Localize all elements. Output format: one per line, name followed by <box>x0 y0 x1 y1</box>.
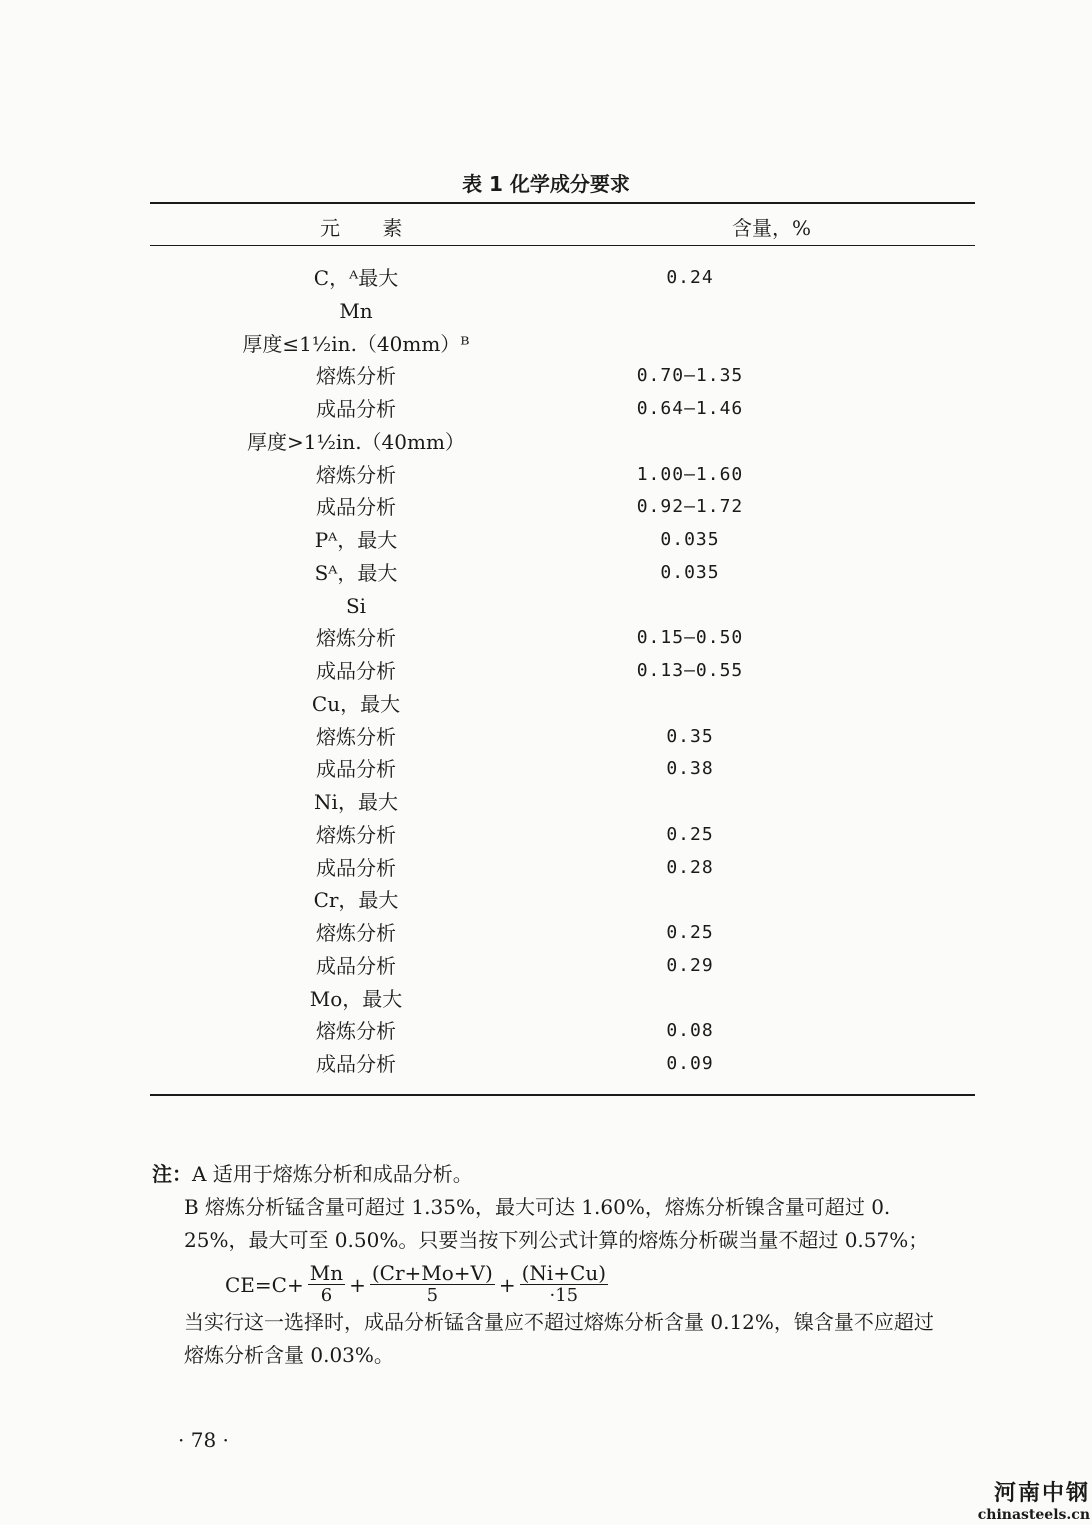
table-row <box>150 753 975 786</box>
table-row <box>150 983 975 1016</box>
element-cell: 成品分析 <box>316 757 396 782</box>
table-notes-continued <box>152 1306 982 1372</box>
watermark-logo <box>978 1476 1090 1523</box>
content-cell: 0.25 <box>666 922 714 943</box>
table-row <box>150 950 975 983</box>
table-row <box>150 295 975 328</box>
table-row <box>150 328 975 361</box>
content-cell: 0.92—1.72 <box>636 496 744 518</box>
content-cell: 0.035 <box>660 529 720 550</box>
element-cell: 熔炼分析 <box>316 724 396 749</box>
fraction-cr-mo-v: $\frac{(Cr+Mo+V)}{5}$ <box>371 1261 493 1306</box>
element-cell: Pᴬ，最大 <box>314 528 398 552</box>
element-cell: 熔炼分析 <box>316 626 396 651</box>
element-cell: 成品分析 <box>316 495 396 520</box>
content-cell: 0.035 <box>660 561 720 583</box>
note-b-line4: 熔炼分析含量 0.03%。 <box>184 1343 394 1367</box>
element-cell: 厚度≤1½in.（40mm）ᴮ <box>242 331 470 356</box>
content-cell: 0.08 <box>666 1020 714 1042</box>
table-row <box>150 491 975 524</box>
fraction-mn: $\frac{Mn}{6}$ <box>309 1261 344 1306</box>
element-cell: 成品分析 <box>316 659 396 683</box>
element-cell: 熔炼分析 <box>316 921 396 945</box>
table-notes <box>152 1158 982 1257</box>
content-cell: 0.24 <box>666 267 714 288</box>
element-cell: Mn <box>339 298 373 323</box>
table-row <box>150 917 975 950</box>
table-row <box>150 426 975 459</box>
content-cell: 0.15—0.50 <box>636 627 744 649</box>
content-cell: 0.38 <box>666 758 714 780</box>
table-row <box>150 1048 975 1081</box>
table-row <box>150 884 975 917</box>
element-cell: 熔炼分析 <box>316 822 396 847</box>
element-cell: 成品分析 <box>316 1052 396 1076</box>
table-row <box>150 590 975 623</box>
note-label: 注： <box>152 1162 192 1186</box>
table-row <box>150 262 975 295</box>
note-b-line1: B 熔炼分析锰含量可超过 1.35%，最大可达 1.60%，熔炼分析镍含量可超过 0. <box>184 1195 891 1219</box>
content-cell: 1.00—1.60 <box>636 463 744 485</box>
content-cell: 0.13—0.55 <box>636 660 744 681</box>
table-row <box>150 459 975 492</box>
content-cell: 0.35 <box>666 725 714 747</box>
watermark-cn: 河南中钢 <box>993 1480 1090 1506</box>
content-cell: 0.64—1.46 <box>636 398 744 419</box>
table-header-rule <box>150 245 975 246</box>
element-cell: 熔炼分析 <box>316 364 396 389</box>
element-cell: Si <box>345 593 367 618</box>
table-row <box>150 786 975 819</box>
element-cell: 熔炼分析 <box>316 462 396 487</box>
table-row <box>150 852 975 885</box>
content-cell: 0.28 <box>666 856 714 878</box>
element-cell: 成品分析 <box>316 953 396 978</box>
table-row <box>150 819 975 852</box>
note-b-line3: 当实行这一选择时，成品分析锰含量应不超过熔炼分析含量 0.12%，镍含量不应超过 <box>184 1310 934 1334</box>
composition-table-body <box>150 262 975 1081</box>
table-row <box>150 360 975 393</box>
table-row <box>150 688 975 721</box>
table-row <box>150 393 975 426</box>
element-cell: 成品分析 <box>316 397 396 421</box>
table-row <box>150 1015 975 1048</box>
fraction-ni-cu: $\frac{(Ni+Cu)}{\cdot 15}$ <box>521 1261 607 1306</box>
note-b-line2: 25%，最大可至 0.50%。只要当按下列公式计算的熔炼分析碳当量不超过 0.57%； <box>184 1228 929 1252</box>
content-cell: 0.25 <box>666 823 714 845</box>
element-cell: 成品分析 <box>316 855 396 880</box>
column-header-content: 含量，% <box>732 216 812 240</box>
content-cell: 0.29 <box>666 954 714 976</box>
carbon-equivalent-formula: CE=C+ $\frac{Mn}{6}$ + $\frac{(Cr+Mo+V)}{5}$ + $\frac{(Ni+Cu)}{\cdot 15}$ <box>225 1261 607 1306</box>
element-cell: Ni，最大 <box>314 790 398 814</box>
table-row <box>150 524 975 557</box>
table-row <box>150 557 975 590</box>
element-cell: 厚度>1½in.（40mm） <box>247 429 465 454</box>
element-cell: C，ᴬ最大 <box>313 266 399 290</box>
content-cell: 0.09 <box>666 1053 714 1074</box>
element-cell: Sᴬ，最大 <box>314 560 398 585</box>
watermark-en: chinasteels.cn <box>977 1507 1090 1523</box>
note-a: 注：A 适用于熔炼分析和成品分析。 <box>152 1162 473 1186</box>
content-cell: 0.70—1.35 <box>636 365 744 387</box>
table-bottom-rule <box>150 1094 975 1096</box>
element-cell: Cu，最大 <box>311 691 401 716</box>
element-cell: Mo，最大 <box>309 986 403 1011</box>
element-cell: 熔炼分析 <box>316 1019 396 1044</box>
table-row <box>150 622 975 655</box>
column-header-element: 元 素 <box>320 216 421 240</box>
element-cell: Cr，最大 <box>313 888 399 913</box>
table-row <box>150 655 975 688</box>
table-row <box>150 721 975 754</box>
page-number: · 78 · <box>178 1428 229 1452</box>
table-title: 表 1 化学成分要求 <box>462 172 630 196</box>
table-top-rule <box>150 202 975 204</box>
